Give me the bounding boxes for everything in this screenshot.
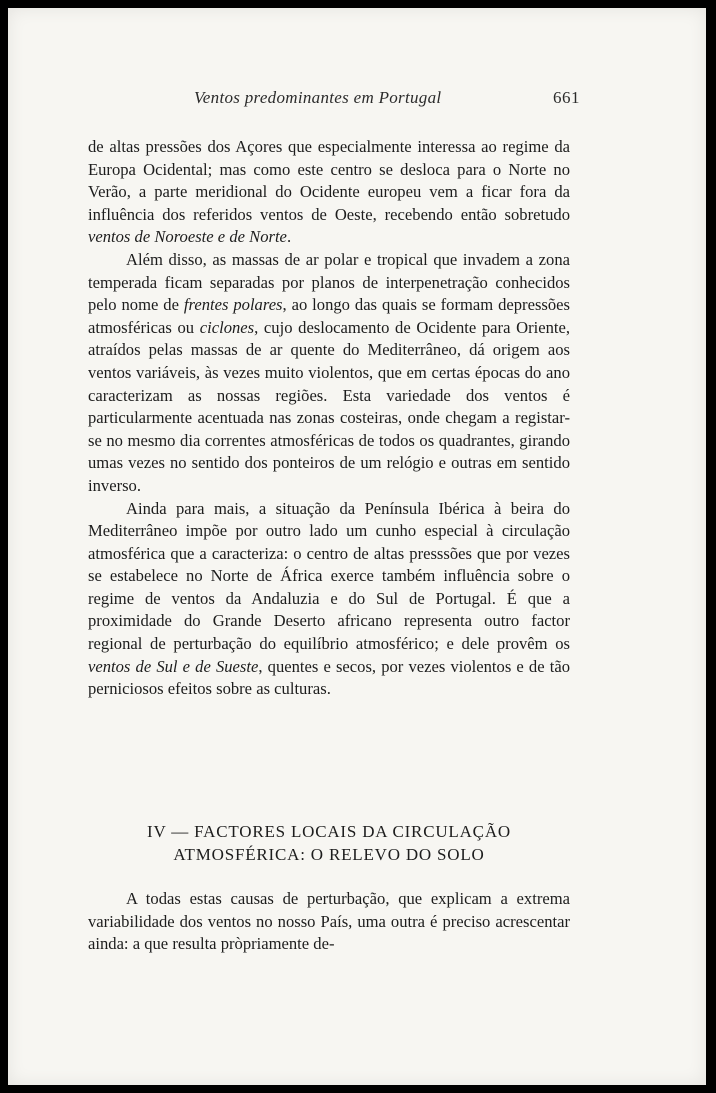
paragraph-2 (88, 249, 570, 498)
section-heading (88, 820, 570, 866)
page-number: 661 (553, 88, 580, 107)
paragraph-segment: de altas pressões dos Açores que especialmente interessa ao regime da Europa Ocidental; mas como este centro se desloca para o Norte no Verão, a parte meridional do Ocidente europeu vem a ficar fora da influência dos referidos ventos de Oeste, recebendo então sobretudo (88, 137, 570, 224)
paragraph-1 (88, 136, 570, 249)
paragraph-segment: Além disso, as massas de ar polar e tropical que invadem a zona temperada ficam separadas por planos de interpenetração conhecidos pelo nome de (88, 249, 570, 315)
section-heading-line-1: IV — FACTORES LOCAIS DA CIRCULAÇÃO (147, 822, 511, 841)
paragraph-segment: , ao longo das quais se formam depressões atmosféricas ou (88, 295, 570, 337)
body-text (88, 136, 570, 701)
section-body-text (88, 888, 570, 956)
paragraph-segment: Ainda para mais, a situação da Península Ibérica à beira do Mediterrâneo impõe por outro lado um cunho especial à circulação atmosférica que a caracteriza: o centro de altas presssões que por vezes se estabelece no Norte de África exerce também influência sobre o regime de ventos da Andaluzia e do Sul de Portugal. É que a proximidade do Grande Deserto africano representa outro factor regional de perturbação do equilíbrio atmosférico; e dele provêm os (88, 498, 570, 654)
paragraph-4: A todas estas causas de perturbação, que explicam a extrema variabilidade dos ventos no nosso País, uma outra é preciso acrescentar ainda: a que resulta pròpriamente de- (88, 889, 570, 954)
italic-phrase: frentes polares (183, 295, 283, 315)
italic-phrase: ciclones (199, 317, 255, 337)
italic-phrase: ventos de Sul e de Sueste (88, 656, 259, 676)
paragraph-segment: . (286, 227, 292, 247)
italic-phrase: ventos de Noroeste e de Norte (88, 227, 287, 247)
paragraph-3 (88, 498, 570, 701)
running-header (8, 88, 706, 114)
running-title: Ventos predominantes em Portugal (194, 88, 442, 107)
book-page (8, 8, 706, 1085)
paragraph-segment: , cujo deslocamento de Ocidente para Oriente, atraídos pelas massas de ar quente do Mediterrâneo, dá origem aos ventos variáveis, às vezes muito violentos, que em certas épocas do ano caracterizam as nossas regiões. Esta variedade dos ventos é particularmente acentuada nas zonas costeiras, onde chegam a registar-se no mesmo dia correntes atmosféricas de todos os quadrantes, girando umas vezes no sentido dos ponteiros de um relógio e outras em sentido inverso. (88, 317, 570, 495)
paragraph-segment: , quentes e secos, por vezes violentos e de tão perniciosos efeitos sobre as culturas. (88, 656, 570, 699)
section-heading-line-2: ATMOSFÉRICA: O RELEVO DO SOLO (173, 845, 485, 864)
